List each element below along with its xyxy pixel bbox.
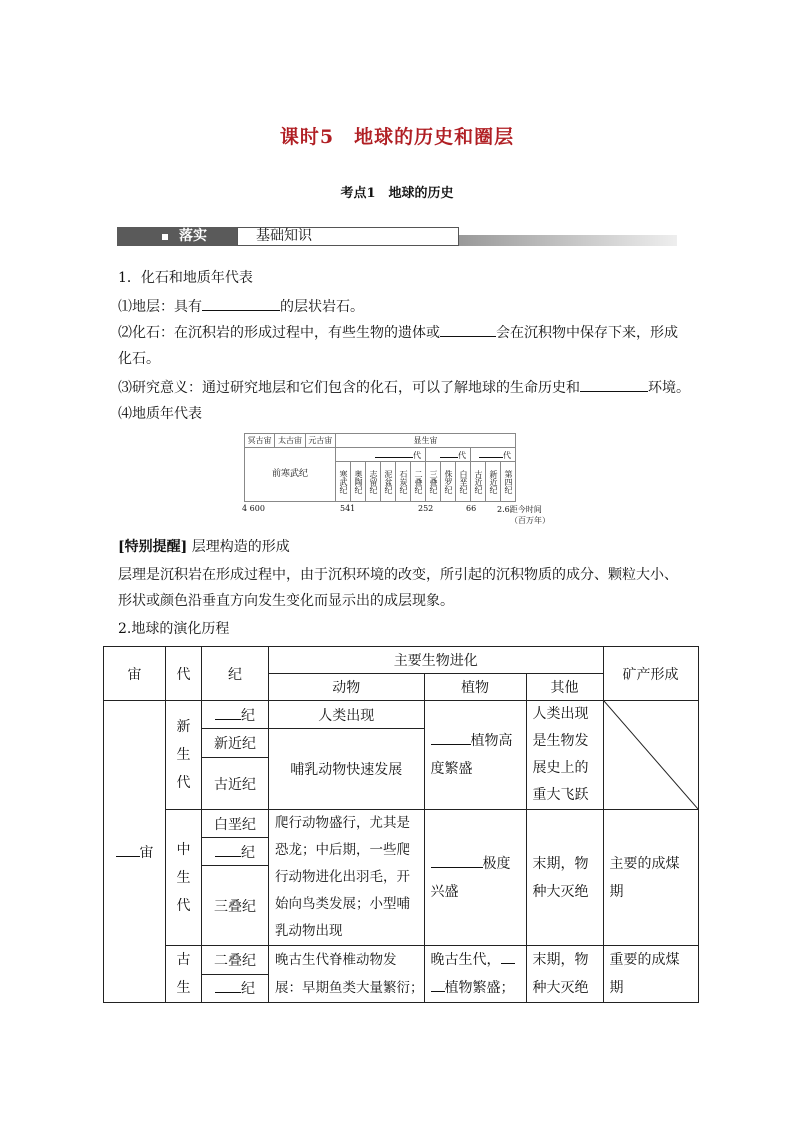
header-era: 代: [166, 647, 202, 701]
era-cenozoic: 代: [470, 448, 515, 462]
header-period: 纪: [202, 647, 269, 701]
mineral-empty-diagonal: [603, 701, 698, 810]
eon-proterozoic: 元古宙: [305, 434, 335, 448]
pal-plant: 晚古生代， 植物繁盛；: [424, 946, 526, 1003]
axis-unit: （百万年）: [510, 516, 550, 525]
period-cell: 寒武纪: [335, 462, 350, 502]
item-fossil-pre: ⑵化石：在沉积岩的形成过程中，有些生物的遗体或: [118, 325, 440, 341]
section-1-heading: 1．化石和地质年代表: [118, 270, 253, 286]
period-cell: 志留纪: [365, 462, 380, 502]
mes-animal: 爬行动物盛行，尤其是 恐龙；中后期，一些爬 行动物进化出羽毛，开 始向鸟类发展；小型哺 乳动物出现: [269, 810, 425, 946]
item-timetable: ⑷地质年代表: [118, 406, 202, 422]
mes-mineral: 主要的成煤 期: [603, 810, 698, 946]
era-paleozoic-cell: 古 生: [166, 946, 202, 1003]
tip-text-line2: 形状或颜色沿垂直方向发生变化而显示出的成层现象。: [118, 593, 454, 609]
tip-text-line1: 层理是沉积岩在形成过程中，由于沉积环境的改变，所引起的沉积物质的成分、颗粒大小、: [118, 567, 678, 583]
section-2-heading: 2.地球的演化历程: [118, 621, 230, 637]
period-carboniferous-blank: 纪: [202, 974, 269, 1003]
period-cell: 泥盆纪: [380, 462, 395, 502]
header-animal: 动物: [269, 674, 425, 701]
cen-animal-2: 哺乳动物快速发展: [269, 729, 425, 810]
period-cell: 侏罗纪: [440, 462, 455, 502]
banner-tag: [117, 227, 237, 246]
period-paleogene: 古近纪: [202, 758, 269, 810]
item-fossil-line2: 化石。: [118, 351, 160, 367]
item-stratum-pre: ⑴地层：具有: [118, 299, 202, 315]
tick-label: 4 600: [242, 504, 265, 513]
pal-animal: 晚古生代脊椎动物发 展：早期鱼类大量繁衍；: [269, 946, 425, 1003]
tick-label: 2.6距今时间: [497, 505, 542, 514]
evolution-table: [103, 646, 699, 1003]
eon-cell: 宙: [104, 701, 166, 1003]
item-stratum-post: 的层状岩石。: [280, 299, 364, 315]
answer-blank: [580, 377, 648, 392]
period-neogene: 新近纪: [202, 729, 269, 758]
period-cell: 白垩纪: [455, 462, 470, 502]
tick-label: 541: [340, 504, 356, 513]
period-cell: 第四纪: [500, 462, 515, 502]
answer-blank: [202, 296, 280, 311]
header-other: 其他: [526, 674, 603, 701]
section-banner: [117, 227, 677, 247]
banner-box-label: 基础知识: [256, 228, 312, 244]
cen-other: 人类出现 是生物发 展史上的 重大飞跃: [526, 701, 603, 810]
item-fossil: [118, 322, 678, 343]
section-subtitle: 考点1 地球的历史: [340, 186, 454, 201]
tick-label: 252: [418, 504, 434, 513]
banner-divider: [459, 235, 677, 246]
cen-plant: 植物高 度繁盛: [424, 701, 526, 810]
diagonal-line: [604, 701, 698, 809]
period-cell: 石炭纪: [395, 462, 410, 502]
header-eon: 宙: [104, 647, 166, 701]
item-significance-post: 环境。: [648, 380, 690, 396]
pal-other: 末期，物 种大灭绝: [526, 946, 603, 1003]
pal-mineral: 重要的成煤 期: [603, 946, 698, 1003]
period-cretaceous: 白垩纪: [202, 810, 269, 838]
header-mineral: 矿产形成: [603, 647, 698, 701]
era-cenozoic-cell: 新 生 代: [166, 701, 202, 810]
header-plant: 植物: [424, 674, 526, 701]
period-cell: 三叠纪: [425, 462, 440, 502]
eon-phanerozoic: 显生宙: [335, 434, 515, 448]
item-fossil-post: 会在沉积物中保存下来，形成: [496, 325, 678, 341]
item-significance-pre: ⑶研究意义：通过研究地层和它们包含的化石，可以了解地球的生命历史和: [118, 380, 580, 396]
tip-heading: [118, 537, 290, 557]
cen-animal-1: 人类出现: [269, 701, 425, 729]
mes-other: 末期，物 种大灭绝: [526, 810, 603, 946]
era-mesozoic-cell: 中 生 代: [166, 810, 202, 946]
item-stratum: [118, 296, 364, 317]
era-mesozoic: 代: [425, 448, 470, 462]
header-main-evolution: 主要生物进化: [269, 647, 604, 674]
tick-label: 66: [466, 504, 477, 513]
tip-title: 层理构造的形成: [191, 539, 290, 555]
era-paleozoic: 代: [335, 448, 425, 462]
square-icon: [162, 234, 168, 240]
period-triassic: 三叠纪: [202, 866, 269, 946]
precambrian: 前寒武纪: [245, 448, 336, 502]
geologic-time-table: [242, 433, 550, 532]
period-cell: 古近纪: [470, 462, 485, 502]
period-cell: 二叠纪: [410, 462, 425, 502]
eon-hadean: 冥古宙: [245, 434, 275, 448]
banner-box: [237, 227, 459, 246]
page-title: 课时5 地球的历史和圈层: [279, 126, 515, 148]
time-axis: [242, 502, 550, 532]
mes-plant: 极度 兴盛: [424, 810, 526, 946]
period-cell: 新近纪: [485, 462, 500, 502]
period-jurassic-blank: 纪: [202, 838, 269, 866]
period-cell: 奥陶纪: [350, 462, 365, 502]
period-permian: 二叠纪: [202, 946, 269, 975]
eon-archean: 太古宙: [275, 434, 305, 448]
item-significance: [118, 377, 690, 398]
banner-tag-label: 落实: [179, 228, 207, 244]
period-quaternary-blank: 纪: [202, 701, 269, 729]
answer-blank: [440, 322, 496, 337]
tip-label: [特别提醒]: [118, 539, 188, 555]
